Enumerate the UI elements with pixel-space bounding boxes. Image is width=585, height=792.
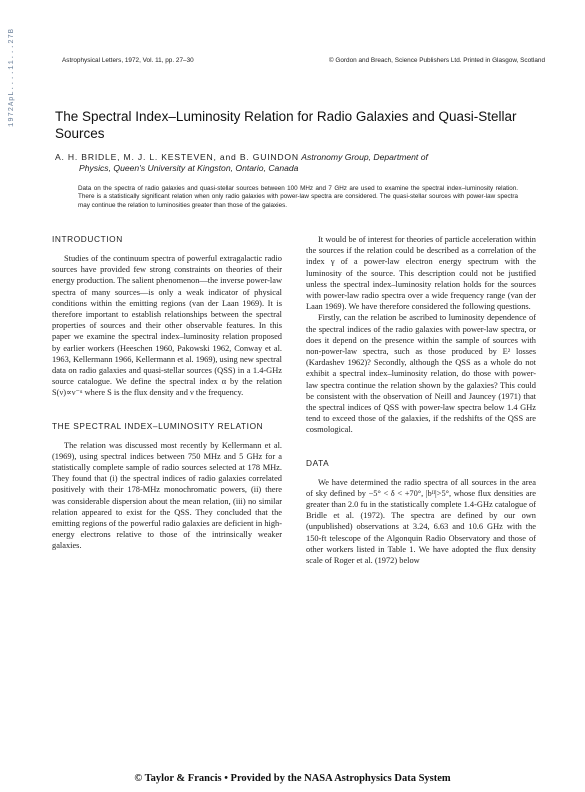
right-paragraph-1: It would be of interest for theories of particle acceleration within the sources if the relation could be described as a correlation of the index γ of a power-law electron energy spectrum with the luminosity of the source. This description could not be justified unless the spectral index–luminosity relation holds for the sources with power-law radio spectra over a wide frequency range (van der Laan 1969). We have therefore considered the following questions. bbox=[306, 235, 536, 312]
affiliation-line-2: Physics, Queen's University at Kingston, Ontario, Canada bbox=[79, 163, 299, 173]
abstract: Data on the spectra of radio galaxies and quasi-stellar sources between 100 MHz and 7 GHz are used to examine the spectral index–luminosity relation. There is a statistically significant relation when only radio galaxies with power-law spectra are considered. The quasi-stellar sources with power-law spectra may continue the relation to luminosities greater than those of the galaxies. bbox=[78, 185, 518, 209]
right-column bbox=[306, 234, 536, 566]
publisher-notice: © Gordon and Breach, Science Publishers Ltd. Printed in Glasgow, Scotland bbox=[328, 57, 545, 64]
footer-credit: © Taylor & Francis • Provided by the NASA Astrophysics Data System bbox=[134, 773, 451, 784]
introduction-paragraph: Studies of the continuum spectra of powerful extragalactic radio sources have provided few strong constraints on theories of their energy production. The salient phenomenon—the inverse power-law spectra of many sources—is only a weak indicator of physical conditions within the emitting regions (van der Laan 1969). It is therefore important to establish relationships between the spectral properties of sources and their other observable features. In this paper we examine the spectral index–luminosity relation proposed by earlier workers (Heeschen 1960, Pakowski 1962, Conway et al. 1963, Kellermann 1966, Kellermann et al. 1969), using new spectral data on radio galaxies and quasi-stellar sources (QSS) in a 1.4-GHz source catalogue. We define the spectral index α by the relation S(ν)∝ν⁻ᵅ where S is the flux density and ν the frequency. bbox=[52, 254, 283, 398]
section-heading-relation: THE SPECTRAL INDEX–LUMINOSITY RELATION bbox=[52, 420, 264, 431]
paper-title: The Spectral Index–Luminosity Relation for Radio Galaxies and Quasi-Stellar Sources bbox=[55, 109, 517, 141]
affiliation-line-1: Astronomy Group, Department of bbox=[301, 152, 428, 162]
section-heading-data: DATA bbox=[306, 457, 330, 468]
author-block bbox=[55, 152, 545, 174]
author-names: A. H. BRIDLE, M. J. L. KESTEVEN, and B. GUINDON bbox=[55, 152, 299, 162]
journal-citation: Astrophysical Letters, 1972, Vol. 11, pp. 27–30 bbox=[62, 57, 194, 64]
running-header bbox=[62, 57, 545, 64]
left-column bbox=[52, 234, 282, 552]
bibcode-stamp: 1972ApL....11...27B bbox=[8, 28, 16, 127]
right-paragraph-2: Firstly, can the relation be ascribed to luminosity dependence of the spectral indices of the radio galaxies with power-law spectra, or does it depend on the presence within the sample of sources with non-power-law spectra, such as those produced by E² losses (Kardashev 1962)? Secondly, although the QSS as a whole do not exhibit a spectral index–luminosity relation, do those with power-law spectra continue the relation shown by the galaxies? This could be consistent with the observation of Neill and Jauncey (1971) that the spectral indices of QSS with power-law spectra below 1.4 GHz tend to exceed those of the galaxies, if the redshifts of the QSS are cosmological. bbox=[306, 313, 536, 435]
section-heading-introduction: INTRODUCTION bbox=[52, 234, 123, 244]
relation-paragraph: The relation was discussed most recently by Kellermann et al. (1969), using spectral indices between 750 MHz and 5 GHz for a statistically complete sample of radio sources selected at 178 MHz. They found that (i) the spectral indices of radio galaxies correlated positively with their 178-MHz monochromatic powers, (ii) there was considerable dispersion about the mean relation, (iii) no similar relation appeared to exist for the QSS. They concluded that the emitting regions of the powerful radio galaxies are deficient in high-energy electrons relative to those of the intrinsically weaker galaxies. bbox=[52, 440, 282, 551]
data-paragraph: We have determined the radio spectra of all sources in the area of sky defined by −5° < δ < +70°, |bᴵᴵ|>5°, whose flux densities are greater than 2.0 fu in the statistically complete 1.4-GHz catalogue of Bridle et al. (1972). The spectra are defined by our own (unpublished) observations at 3.24, 6.63 and 10.6 GHz with the 150-ft telescope of the Algonquin Radio Observatory and those of other workers listed in Table 1. We have adopted the flux density scale of Roger et al. (1972) below bbox=[306, 477, 536, 566]
